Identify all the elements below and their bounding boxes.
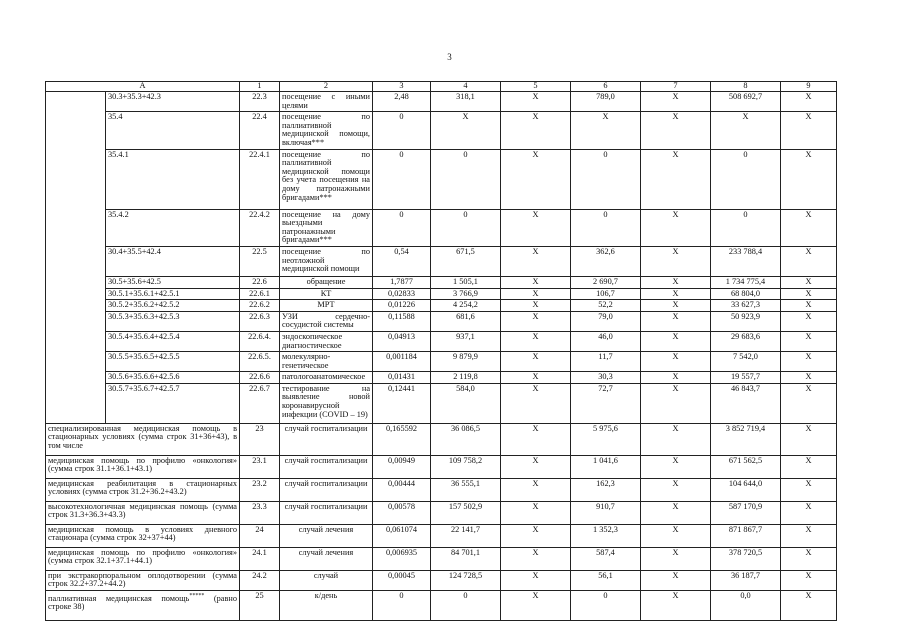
table-cell: Х (641, 209, 711, 246)
table-cell: 30.5+35.6+42.5 (106, 276, 240, 288)
table-cell: 0 (571, 149, 641, 209)
table-cell: Х (641, 149, 711, 209)
table-cell: Х (501, 288, 571, 300)
table-cell: 671 562,5 (711, 455, 781, 478)
table-cell: КТ (280, 288, 373, 300)
table-row (46, 246, 837, 276)
table-cell: 23.1 (240, 455, 280, 478)
table-cell: 109 758,2 (431, 455, 501, 478)
header-cell: 2 (280, 82, 373, 92)
table-row (46, 311, 837, 331)
table-cell: 0,01431 (373, 372, 431, 384)
table-cell: 587,4 (571, 547, 641, 570)
row-label: паллиативная медицинская помощь (48, 593, 190, 603)
table-cell: 22.6.7 (240, 383, 280, 423)
table-cell: медицинская реабилитация в стационарных условиях (сумма строк 31.2+36.2+43.2) (46, 478, 240, 501)
table-cell: 23.2 (240, 478, 280, 501)
table-cell: 30.5.7+35.6.7+42.5.7 (106, 383, 240, 423)
table-cell: 0,165592 (373, 423, 431, 455)
table-cell: 0,00578 (373, 501, 431, 524)
table-cell: Х (781, 591, 837, 621)
table-row (46, 372, 837, 384)
table-cell: Х (781, 276, 837, 288)
table-cell: 79,0 (571, 311, 641, 331)
table-cell: Х (711, 112, 781, 149)
table-cell: 106,7 (571, 288, 641, 300)
table-cell: 24 (240, 524, 280, 547)
table-cell: 910,7 (571, 501, 641, 524)
table-cell: Х (781, 209, 837, 246)
table-cell: медицинская помощь в условиях дневного стационара (сумма строк 32+37+44) (46, 524, 240, 547)
table-cell: 30.3+35.3+42.3 (106, 92, 240, 112)
table-cell: 84 701,1 (431, 547, 501, 570)
table-cell: Х (641, 524, 711, 547)
table-cell: 9 879,9 (431, 352, 501, 372)
table-cell: 3 852 719,4 (711, 423, 781, 455)
table-cell: Х (641, 547, 711, 570)
table-cell: Х (641, 288, 711, 300)
table-cell: 68 804,0 (711, 288, 781, 300)
table-cell: 25 (240, 591, 280, 621)
header-cell: 4 (431, 82, 501, 92)
header-cell: 6 (571, 82, 641, 92)
table-cell: Х (781, 331, 837, 351)
header-cell: А (46, 82, 240, 92)
table-cell: Х (501, 423, 571, 455)
header-row (46, 82, 837, 92)
table-cell: 362,6 (571, 246, 641, 276)
header-cell: 9 (781, 82, 837, 92)
table-cell: 22.6.4. (240, 331, 280, 351)
table-cell: 30,3 (571, 372, 641, 384)
table-cell: Х (641, 570, 711, 590)
header-cell: 5 (501, 82, 571, 92)
table-cell: Х (641, 478, 711, 501)
table-cell: 0,12441 (373, 383, 431, 423)
table-cell: тестирование на выявление новой коронавирусной инфекции (COVID – 19) (280, 383, 373, 423)
table-cell: случай лечения (280, 547, 373, 570)
table-cell: Х (501, 300, 571, 312)
table-cell: Х (641, 455, 711, 478)
table-cell: Х (641, 331, 711, 351)
table-cell: Х (641, 92, 711, 112)
table-cell: 0 (431, 591, 501, 621)
table-cell: 0,006935 (373, 547, 431, 570)
table-cell: 36 187,7 (711, 570, 781, 590)
table-cell: медицинская помощь по профилю «онкология» (сумма строк 31.1+36.1+43.1) (46, 455, 240, 478)
table-cell: Х (781, 455, 837, 478)
table-cell: 23.3 (240, 501, 280, 524)
table-cell: Х (571, 112, 641, 149)
table-cell: 0 (373, 209, 431, 246)
table-cell: 30.5.1+35.6.1+42.5.1 (106, 288, 240, 300)
table-cell: 7 542,0 (711, 352, 781, 372)
table-cell: Х (501, 209, 571, 246)
table-cell: 30.5.5+35.6.5+42.5.5 (106, 352, 240, 372)
table-cell: Х (501, 246, 571, 276)
table-cell: 584,0 (431, 383, 501, 423)
table-row (46, 455, 837, 478)
table-cell: молекулярно-генетическое (280, 352, 373, 372)
table-cell: Х (431, 112, 501, 149)
table-cell: 22 141,7 (431, 524, 501, 547)
table-cell: Х (501, 112, 571, 149)
table-cell: Х (501, 311, 571, 331)
table-row (46, 331, 837, 351)
table-row (46, 149, 837, 209)
table-row (46, 524, 837, 547)
table-cell: Х (501, 92, 571, 112)
table-cell: 22.5 (240, 246, 280, 276)
table-cell: случай (280, 570, 373, 590)
table-cell: 22.6.1 (240, 288, 280, 300)
table-cell: Х (641, 383, 711, 423)
row-label-tail: (равно строке 38) (48, 593, 237, 612)
table-cell: 22.6.6 (240, 372, 280, 384)
table-cell: 2,48 (373, 92, 431, 112)
table-cell: 1 505,1 (431, 276, 501, 288)
table-cell: 233 788,4 (711, 246, 781, 276)
table-cell: Х (781, 246, 837, 276)
table-cell: 30.5.4+35.6.4+42.5.4 (106, 331, 240, 351)
table-cell: 1 734 775,4 (711, 276, 781, 288)
table-cell: 30.4+35.5+42.4 (106, 246, 240, 276)
table-cell: эндоскопическое диагностическое (280, 331, 373, 351)
table-row (46, 209, 837, 246)
table-cell: при экстракорпоральном оплодотворении (сумма строк 32.2+37.2+44.2) (46, 570, 240, 590)
table-cell: 5 975,6 (571, 423, 641, 455)
table-cell (46, 591, 240, 621)
header-cell: 1 (240, 82, 280, 92)
table-cell: 0 (571, 209, 641, 246)
table-cell: 871 867,7 (711, 524, 781, 547)
table-cell: 0,0 (711, 591, 781, 621)
table-cell: случай госпитализации (280, 455, 373, 478)
table-cell: Х (641, 501, 711, 524)
page-number: 3 (447, 52, 452, 62)
table-cell: 52,2 (571, 300, 641, 312)
table-cell: 0,00444 (373, 478, 431, 501)
table-cell: 23 (240, 423, 280, 455)
table-row (46, 570, 837, 590)
table-cell: 162,3 (571, 478, 641, 501)
table-cell: 0 (711, 209, 781, 246)
table-cell: 0 (711, 149, 781, 209)
table-cell: 72,7 (571, 383, 641, 423)
table-cell: Х (641, 423, 711, 455)
table-cell: 22.4 (240, 112, 280, 149)
table-row (46, 352, 837, 372)
table-cell: Х (781, 311, 837, 331)
table-cell: 22.6 (240, 276, 280, 288)
header-cell: 7 (641, 82, 711, 92)
table-cell: Х (781, 570, 837, 590)
table-cell: 36 555,1 (431, 478, 501, 501)
table-cell: 56,1 (571, 570, 641, 590)
table-cell: посещение с иными целями (280, 92, 373, 112)
table-cell: 671,5 (431, 246, 501, 276)
table-cell: Х (781, 288, 837, 300)
table-cell: МРТ (280, 300, 373, 312)
table-cell: 0 (373, 112, 431, 149)
table-cell: 1 352,3 (571, 524, 641, 547)
table-cell: Х (501, 547, 571, 570)
table-cell: посещение по неотложной медицинской помощи (280, 246, 373, 276)
table-cell: 22.3 (240, 92, 280, 112)
table-cell: 19 557,7 (711, 372, 781, 384)
table-row (46, 501, 837, 524)
merged-blank-cell (46, 92, 106, 424)
table-cell: 0,04913 (373, 331, 431, 351)
table-cell: 0,11588 (373, 311, 431, 331)
table-cell: посещение по паллиативной медицинской помощи, включая*** (280, 112, 373, 149)
table-row (46, 300, 837, 312)
table-cell: 1 041,6 (571, 455, 641, 478)
table-cell: 0 (431, 209, 501, 246)
table-cell: специализированная медицинская помощь в стационарных условиях (сумма строк 31+36+43), в том числе (46, 423, 240, 455)
header-cell: 8 (711, 82, 781, 92)
table-cell: Х (641, 112, 711, 149)
table-cell: обращение (280, 276, 373, 288)
table-cell: случай госпитализации (280, 423, 373, 455)
table-cell: Х (781, 383, 837, 423)
table-cell: 46 843,7 (711, 383, 781, 423)
table-cell: 46,0 (571, 331, 641, 351)
table-row (46, 112, 837, 149)
table-cell: 2 119,8 (431, 372, 501, 384)
table-cell: 1,7877 (373, 276, 431, 288)
table-cell: 22.6.3 (240, 311, 280, 331)
table-cell: патологоанатомическое (280, 372, 373, 384)
table-cell: Х (501, 455, 571, 478)
table-cell: 937,1 (431, 331, 501, 351)
table-cell: Х (781, 372, 837, 384)
table-cell: Х (641, 372, 711, 384)
table-cell: Х (501, 331, 571, 351)
table-cell: Х (781, 524, 837, 547)
table-cell: 30.5.6+35.6.6+42.5.6 (106, 372, 240, 384)
table-cell: Х (781, 501, 837, 524)
table-cell: 681,6 (431, 311, 501, 331)
table-cell: Х (501, 524, 571, 547)
table-cell: 30.5.2+35.6.2+42.5.2 (106, 300, 240, 312)
table-cell: Х (501, 352, 571, 372)
table-cell: Х (501, 570, 571, 590)
table-row (46, 547, 837, 570)
table-cell: 0,00949 (373, 455, 431, 478)
table-cell: Х (501, 478, 571, 501)
table-cell: Х (781, 112, 837, 149)
table-cell: Х (641, 300, 711, 312)
table-cell: 0 (373, 149, 431, 209)
table-cell: Х (781, 352, 837, 372)
table-cell: 22.6.2 (240, 300, 280, 312)
table-row (46, 276, 837, 288)
table-cell: 0,54 (373, 246, 431, 276)
table-cell: Х (781, 478, 837, 501)
table-cell: 124 728,5 (431, 570, 501, 590)
table-cell: Х (641, 246, 711, 276)
table-cell: 3 766,9 (431, 288, 501, 300)
table-cell: Х (781, 300, 837, 312)
table-cell: 378 720,5 (711, 547, 781, 570)
table-cell: случай госпитализации (280, 501, 373, 524)
table-cell: 0 (373, 591, 431, 621)
table-cell: 33 627,3 (711, 300, 781, 312)
table-cell: медицинская помощь по профилю «онкология» (сумма строк 32.1+37.1+44.1) (46, 547, 240, 570)
table-row (46, 92, 837, 112)
table-cell: 24.2 (240, 570, 280, 590)
table-row (46, 591, 837, 621)
table-cell: 30.5.3+35.6.3+42.5.3 (106, 311, 240, 331)
table-cell: Х (641, 352, 711, 372)
table-cell: 318,1 (431, 92, 501, 112)
table-cell: посещение по паллиативной медицинской помощи без учета посещения на дому патронажными бригадами*** (280, 149, 373, 209)
table-cell: 24.1 (240, 547, 280, 570)
table-row (46, 288, 837, 300)
table-cell: 22.4.1 (240, 149, 280, 209)
table-cell: 50 923,9 (711, 311, 781, 331)
table-cell: 789,0 (571, 92, 641, 112)
table-cell: 0 (571, 591, 641, 621)
table-row (46, 423, 837, 455)
table-cell: 35.4.1 (106, 149, 240, 209)
data-table (45, 81, 837, 621)
table-cell: Х (501, 276, 571, 288)
table-cell: Х (641, 311, 711, 331)
table-cell: Х (501, 372, 571, 384)
table-cell: 0 (431, 149, 501, 209)
table-cell: 29 683,6 (711, 331, 781, 351)
table-cell: Х (501, 149, 571, 209)
table-cell: Х (641, 276, 711, 288)
table-row (46, 478, 837, 501)
table-cell: случай лечения (280, 524, 373, 547)
table-cell: Х (781, 423, 837, 455)
table-cell: к/день (280, 591, 373, 621)
table-cell: 11,7 (571, 352, 641, 372)
table-cell: 157 502,9 (431, 501, 501, 524)
table-cell: 0,02833 (373, 288, 431, 300)
table-cell: Х (781, 92, 837, 112)
table-cell: Х (501, 383, 571, 423)
table-cell: Х (781, 547, 837, 570)
table-cell: 36 086,5 (431, 423, 501, 455)
table-cell: Х (501, 591, 571, 621)
table-cell: 35.4 (106, 112, 240, 149)
table-cell: УЗИ сердечно-сосудистой системы (280, 311, 373, 331)
table-cell: 0,001184 (373, 352, 431, 372)
table-cell: 4 254,2 (431, 300, 501, 312)
header-cell: 3 (373, 82, 431, 92)
footnote-mark: ***** (189, 593, 205, 600)
table-cell: 0,061074 (373, 524, 431, 547)
table-cell: 0,00045 (373, 570, 431, 590)
table-cell: Х (501, 501, 571, 524)
table-cell: Х (641, 591, 711, 621)
table-cell: 587 170,9 (711, 501, 781, 524)
table-row (46, 383, 837, 423)
table-cell: 0,01226 (373, 300, 431, 312)
table-cell: случай госпитализации (280, 478, 373, 501)
table-cell: 22.6.5. (240, 352, 280, 372)
table-cell: 35.4.2 (106, 209, 240, 246)
table-cell: 104 644,0 (711, 478, 781, 501)
table-cell: Х (781, 149, 837, 209)
table-cell: высокотехнологичная медицинская помощь (сумма строк 31.3+36.3+43.3) (46, 501, 240, 524)
table-cell: 508 692,7 (711, 92, 781, 112)
table-cell: посещение на дому выездными патронажными бригадами*** (280, 209, 373, 246)
table-cell: 22.4.2 (240, 209, 280, 246)
table-cell: 2 690,7 (571, 276, 641, 288)
